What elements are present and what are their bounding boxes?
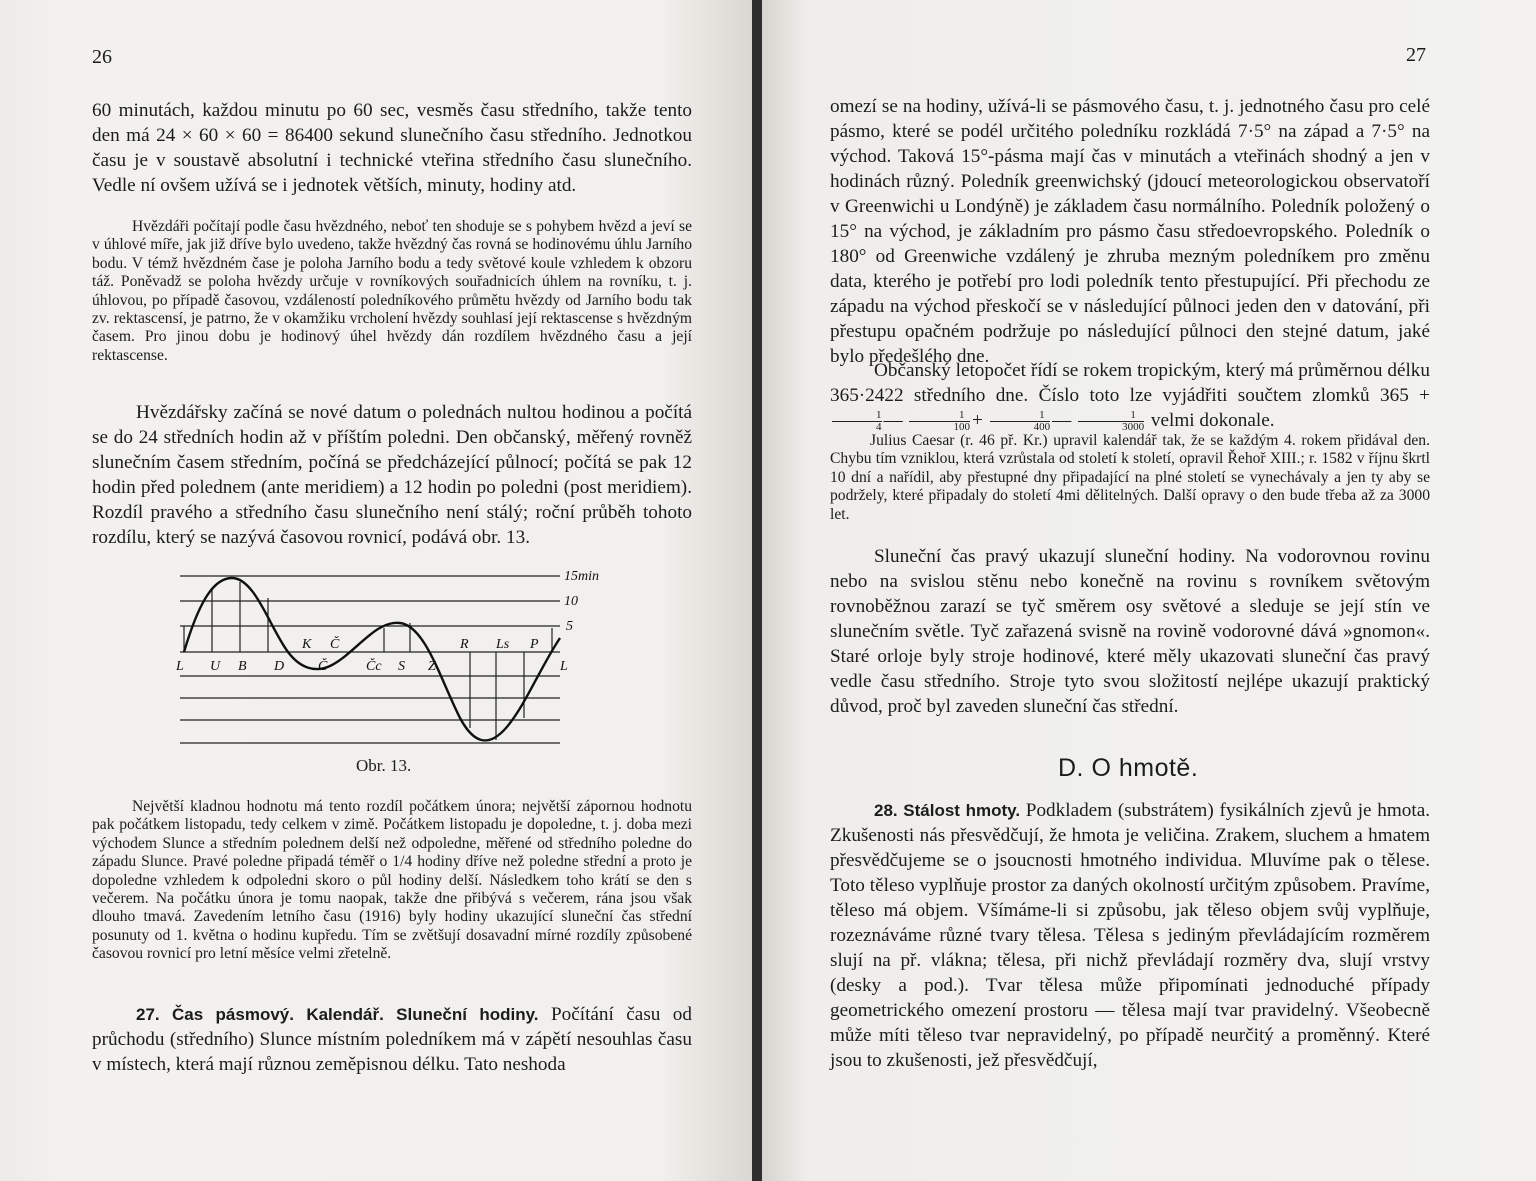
page-number-right: 27 xyxy=(1406,44,1426,66)
right-p2-text-b: velmi dokonale. xyxy=(1150,410,1275,431)
left-p2-text: Hvězdářsky začíná se nové datum o polednách nultou hodinou a počítá se do 24 středních hodin až v příštím poledni. Den občanský, měřený rovněž slunečním časem středním, počíná se předcházející půlnocí; počítá se pak 12 hodin před polednem (ante meridiem) a 12 hodin po poledni (post meridiem). Rozdíl pravého a středního času slunečního není stálý; roční průběh tohoto rozdílu, který se nazývá časovou rovnicí, podává obr. 13. xyxy=(92,402,692,548)
fraction-1-3000: $\frac{1}{3000}$ xyxy=(1078,410,1144,433)
left-small-1 xyxy=(92,218,692,365)
left-small-2 xyxy=(92,798,692,964)
right-paragraph-3 xyxy=(830,544,1430,719)
scale-label-15: 15min xyxy=(564,569,599,584)
month-label-top: Č xyxy=(330,637,340,652)
section-27-heading: 27. Čas pásmový. Kalendář. Sluneční hodiny. xyxy=(136,1005,539,1024)
scale-label-10: 10 xyxy=(564,594,578,609)
right-small1-text: Julius Caesar (r. 46 př. Kr.) upravil kalendář tak, že se každým 4. rokem přidával den. Chybu tím vzniklou, která vzrůstala od století k století, opravil Řehoř XIII.; r. 1582 v říjnu škrtl 10 dní a nařídil, aby přestupné dny připadající na plné století se vynechávaly a jen ty aby se podržely, které připadaly do století 4mi dělitelných. Další opravy o den bude třeba až za 3000 let. xyxy=(830,432,1430,523)
month-label: L xyxy=(176,659,184,674)
fraction-1-400: $\frac{1}{400}$ xyxy=(990,410,1051,433)
month-label: U xyxy=(210,659,221,674)
right-p2-text-a: Občanský letopočet řídí se rokem tropickým, který má průměrnou délku 365·2422 středního dne. Číslo toto lze vyjádřiti součtem zlomků 365 + xyxy=(830,360,1430,406)
fraction-1-4: $\frac{1}{4}$ xyxy=(832,410,882,433)
month-label: Č xyxy=(318,659,328,674)
month-label-top: Ls xyxy=(496,637,510,652)
section-heading: D. O hmotě. xyxy=(1058,754,1199,782)
section-27 xyxy=(92,1002,692,1077)
left-paragraph-1 xyxy=(92,98,692,198)
month-label-top: K xyxy=(302,637,312,652)
section-28-text: Podkladem (substrátem) fysikálních zjevů je hmota. Zkušenosti nás přesvědčují, že hmota je veličina. Zrakem, sluchem a hmatem přesvědčujeme se o jsoucnosti hmotného individua. Mluvíme pak o tělese. Toto těleso vyplňuje prostor za daných okolností určitým způsobem. Pravíme, těleso má objem. Všímáme-li si způsobu, jak těleso objem svůj vyplňuje, rozeznáváme různé tvary tělesa. Tělesa s jediným převládajícím rozměrem slují na př. vlákna; tělesa, při nichž převládají rozměry dva, slují vrstvy (desky a pod.). Tvar tělesa může připomínati jednoduché případy geometrického omezení prostoru — tělesa mají tvar pravidelný. Všeobecně může míti těleso tvar nepravidelný, po případě neurčitý a proměnný. Které jsou to zkušenosti, jež přesvědčují, xyxy=(830,800,1431,1071)
right-paragraph-2: Občanský letopočet řídí se rokem tropickým, který má průměrnou délku 365·2422 středního dne. Číslo toto lze vyjádřiti součtem zlomků 365 + $\frac{1}{4}$ — $\frac{1}{100}$ + $\frac{1}{400}$ — $\frac{1}{3000}$ velmi dokonale. xyxy=(830,360,1430,434)
section-27-text: Počítání času od průchodu (středního) Slunce místním poledníkem má v zápětí nesouhlas času v místech, která mají různou zeměpisnou délku. Tato neshoda xyxy=(92,1004,692,1075)
right-page xyxy=(762,0,1536,1181)
equation-of-time-figure xyxy=(170,568,599,753)
right-paragraph-1 xyxy=(830,94,1430,369)
month-label: Čc xyxy=(366,659,382,674)
month-label-top: R xyxy=(460,637,469,652)
right-small-1 xyxy=(830,432,1430,524)
section-28 xyxy=(830,798,1430,1073)
month-label-top: P xyxy=(530,637,539,652)
book-gutter xyxy=(752,0,762,1181)
month-label: D xyxy=(274,659,285,674)
figure-caption: Obr. 13. xyxy=(356,756,412,775)
month-label: B xyxy=(238,659,247,674)
page-number-left: 26 xyxy=(92,46,112,68)
month-label: L xyxy=(560,659,568,674)
month-label: S xyxy=(398,659,405,674)
section-28-heading: 28. Stálost hmoty. xyxy=(874,801,1021,820)
left-paragraph-2 xyxy=(92,400,692,550)
right-p3-text: Sluneční čas pravý ukazují sluneční hodiny. Na vodorovnou rovinu nebo na svislou stěnu nebo konečně na rovinu s rovníkem světovým rovnoběžnou zarazí se tyč směrem osy světové a sleduje se její stín ve slunečním světle. Tyč zařazená svisně na rovině vodorovné dává »gnomon«. Staré orloje byly stroje hodinové, které měly ukazovati sluneční čas pravý vedle času středního. Stroje tyto svou složitostí nejlépe ukazují praktický důvod, proč byl zaveden sluneční čas střední. xyxy=(830,546,1430,717)
left-p1-text: 60 minutách, každou minutu po 60 sec, vesměs času středního, takže tento den má 24 × 60 × 60 = 86400 sekund slunečního času středního. Jednotkou času je v soustavě absolutní i technické vteřina středního času slunečního. Vedle ní ovšem užívá se i jednotek větších, minuty, hodiny atd. xyxy=(92,100,692,196)
left-page xyxy=(0,0,752,1181)
left-small1-text: Hvězdáři počítají podle času hvězdného, neboť ten shoduje se s pohybem hvězd a jeví se v úhlové míře, jak již dříve bylo uvedeno, takže hvězdný čas rovná se hodinovému úhlu Jarního bodu. V témž hvězdném čase je poloha Jarního bodu a tedy světové koule vzhledem k obzoru táž. Poněvadž se poloha hvězdy určuje v rovníkových souřadnicích úhlem na rovníku, t. j. úhlovou, po případě časovou, vzdáleností poledníkového průmětu hvězdy od Jarního bodu tak zv. rektascensí, je patrno, že v okamžiku vrcholení hvězdy souhlasí její rektascense s hvězdným časem. Pro jinou dobu je hodinový úhel hvězdy dán rozdílem hvězdného času a její rektascense. xyxy=(92,218,692,364)
left-small2-text: Největší kladnou hodnotu má tento rozdíl počátkem února; největší zápornou hodnotu pak počátkem listopadu, tedy celkem v zimě. Počátkem listopadu je dopoledne, t. j. doba mezi východem Slunce a středním polednem delší než odpoledne, měřené od středního poledne do západu Slunce. Pravé poledne připadá téměř o 1/4 hodiny dříve než poledne střední a proto je dopoledne vzhledem k odpoledni skoro o půl hodiny delší. Následkem toho krátí se den s večerem. Na počátku února je tomu naopak, takže dne přibývá s večerem, rána jsou však dlouho tmavá. Zavedením letního času (1916) byly hodiny ukazující sluneční čas střední posunuty od 1. května o hodinu kupředu. Tím se zvětšují dosavadní mírné rozdíly způsobené časovou rovnicí pro letní měsíce velmi zřetelně. xyxy=(92,798,692,963)
month-label: Z xyxy=(428,659,436,674)
right-p1-text: omezí se na hodiny, užívá-li se pásmového času, t. j. jednotného času pro celé pásmo, které se podél určitého poledníku rozkládá 7·5° na západ a 7·5° na východ. Taková 15°-pásma mají čas v minutách a vteřinách shodný a jen v hodinách různý. Poledník greenwichský (jdoucí meteorologickou observatoří v Greenwichi u Londýně) je základem času normálního. Poledník položený o 15° na východ, je základním pro pásmo času středoevropského. Poledník o 180° od Greenwiche vzdálený je zhruba mezným poledníkem pro změnu data, kterého je potřebí pro lodi poledník tento přestupující. Při přechodu ze západu na východ přeskočí se v následující půlnoci jeden den v datování, při přestupu opačném podržuje po následující půlnoci den stejné datum, jaké bylo předešlého dne. xyxy=(830,96,1430,367)
scale-label-5: 5 xyxy=(566,619,573,634)
fraction-1-100: $\frac{1}{100}$ xyxy=(909,410,970,433)
